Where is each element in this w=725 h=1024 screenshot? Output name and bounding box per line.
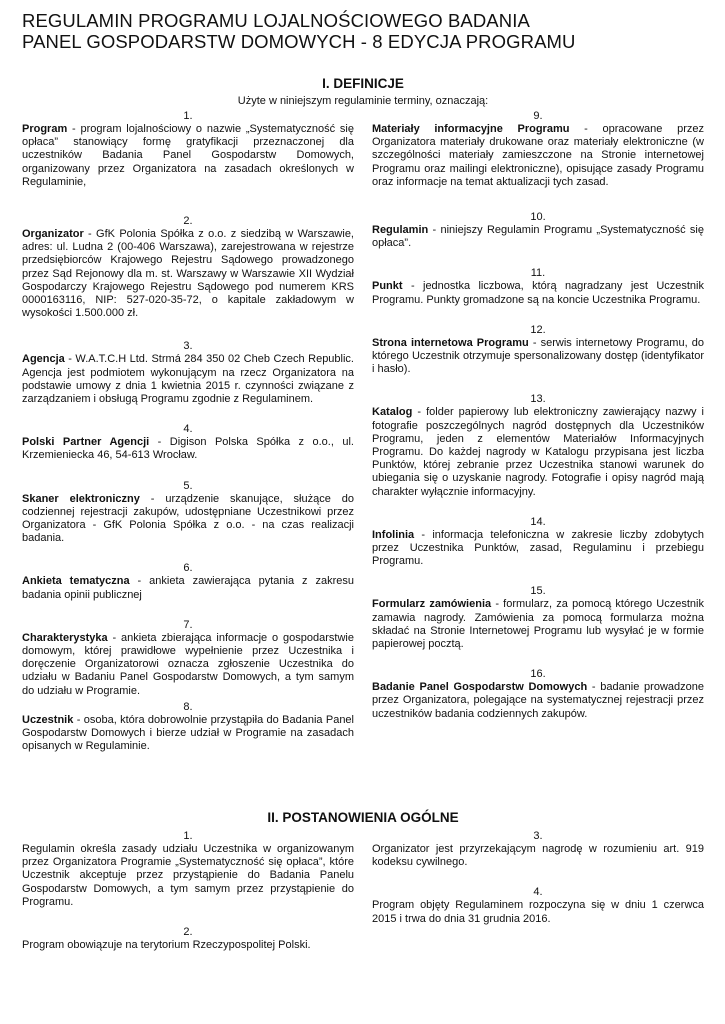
definition-term: Badanie Panel Gospodarstw Domowych bbox=[372, 681, 588, 694]
definition-number: 3. bbox=[183, 340, 193, 353]
definition-text: - ankieta zawierająca pytania z zakresu badania opinii publicznej bbox=[22, 575, 354, 601]
definition-item bbox=[22, 215, 354, 320]
definition-number: 10. bbox=[530, 211, 546, 224]
provision-text: Organizator jest przyrzekającym nagrodę w rozumieniu art. 919 kodeksu cywilnego. bbox=[372, 843, 704, 869]
definition-text: - serwis internetowy Programu, do którego Uczestnik otrzymuje spersonalizowany dostęp (identyfikator i hasło). bbox=[372, 336, 704, 376]
definition-item bbox=[372, 267, 704, 306]
definition-text: - badanie prowadzone przez Organizatora, polegające na systematycznej rejestracji przez uczestników badania codziennych zakupów. bbox=[372, 681, 704, 720]
definition-number: 4. bbox=[183, 423, 193, 436]
provision-item bbox=[22, 830, 354, 909]
definition-text: - program lojalnościowy o nazwie „Systematyczność się opłaca” stanowiący formę gratyfikacji przeznaczonej dla uczestników Badania Panel Gospodarstw Domowych, organizowany przez Organizatora na zasadach określonych w Regulaminie, bbox=[22, 123, 354, 188]
definition-term: Ankieta tematyczna bbox=[22, 575, 130, 588]
definition-item bbox=[372, 110, 704, 189]
definition-term: Strona internetowa Programu bbox=[372, 336, 529, 349]
provision-item bbox=[372, 886, 704, 925]
definition-number: 1. bbox=[183, 110, 193, 122]
definition-text: - urządzenie skanujące, służące do codziennej rejestracji zakupów, udostępniane Uczestnikowi przez Organizatora - GfK Polonia Spółka z o.o. - na czas realizacji badania. bbox=[22, 492, 354, 545]
definition-term: Punkt bbox=[372, 280, 403, 293]
definition-number: 8. bbox=[183, 700, 193, 713]
definition-term: Charakterystyka bbox=[22, 631, 108, 644]
definition-item bbox=[22, 701, 354, 754]
definition-number: 11. bbox=[530, 267, 546, 280]
definition-term: Formularz zamówienia bbox=[372, 598, 492, 611]
definition-item bbox=[372, 393, 704, 498]
definition-term: Uczestnik bbox=[22, 713, 74, 726]
definition-text: - osoba, która dobrowolnie przystąpiła do Badania Panel Gospodarstw Domowych i bierze udział w Programie na zasadach opisanych w Regulaminie. bbox=[22, 713, 354, 753]
document-title bbox=[22, 10, 704, 52]
provision-number: 4. bbox=[533, 886, 543, 899]
definition-item bbox=[22, 423, 354, 462]
title-line-2: PANEL GOSPODARSTW DOMOWYCH - 8 EDYCJA PROGRAMU bbox=[22, 31, 576, 52]
definition-item bbox=[372, 585, 704, 651]
provision-item bbox=[22, 926, 354, 952]
definition-item bbox=[372, 211, 704, 250]
provision-number: 1. bbox=[183, 830, 193, 842]
section-1-left-column bbox=[22, 110, 354, 810]
definition-term: Skaner elektroniczny bbox=[22, 492, 140, 505]
definition-item bbox=[372, 516, 704, 569]
definition-number: 9. bbox=[533, 110, 543, 122]
definition-item bbox=[22, 619, 354, 698]
title-line-1: REGULAMIN PROGRAMU LOJALNOŚCIOWEGO BADANIA bbox=[22, 10, 530, 31]
definition-number: 15. bbox=[530, 585, 546, 598]
definition-text: - ankieta zbierająca informacje o gospodarstwie domowym, której prawidłowe wypełnienie przez Uczestnika i doręczenie Organizatorowi oznacza zgłoszenie Uczestnika do udziału w Badaniu Panel Gospodarstw Domowych, a tym samym do udziału w Programie. bbox=[22, 631, 354, 697]
definition-number: 5. bbox=[183, 479, 193, 492]
section-2-title: II. POSTANOWIENIA OGÓLNE bbox=[267, 810, 459, 825]
section-1-intro: Użyte w niniejszym regulaminie terminy, oznaczają: bbox=[237, 95, 489, 107]
section-2-right-column bbox=[372, 830, 704, 952]
section-1-right-column bbox=[372, 110, 704, 810]
provision-number: 2. bbox=[183, 926, 193, 939]
section-1-title: I. DEFINICJE bbox=[322, 76, 404, 91]
definition-text: - GfK Polonia Spółka z o.o. z siedzibą w Warszawie, adres: ul. Ludna 2 (00-406 Warszawa), zarejestrowana w rejestrze przedsiębiorców Krajowego Rejestru Sądowego prowadzonego przez Sąd Rejonowy dla m. st. Warszawy w Warszawie XII Wydział Gospodarczy Krajowego Rejestru Sądowego pod numerem KRS 0000163116, NIP: 527-020-35-72, o kapitale zakładowym w wysokości 1.500.000 zł. bbox=[22, 228, 354, 320]
definition-number: 6. bbox=[183, 562, 193, 575]
definition-text: - folder papierowy lub elektroniczny zawierający nazwy i fotografie poszczególnych nagród dostępnych dla Uczestników Programu, jeden z elementów Materiałów Informacyjnych Programu. Do każdej nagrody w Katalogu przypisana jest liczba Punktów, której zebranie przez Uczestnika stanowi warunek do ubiegania się o uzyskanie nagrody. Fotografie i opisy nagród mają charakter wyłącznie informacyjny. bbox=[372, 406, 704, 498]
definition-term: Materiały informacyjne Programu bbox=[372, 123, 570, 135]
provision-text: Program obowiązuje na terytorium Rzeczypospolitej Polski. bbox=[22, 939, 311, 952]
definition-text: - niniejszy Regulamin Programu „Systematyczność się opłaca”. bbox=[372, 224, 704, 250]
definition-number: 12. bbox=[530, 323, 546, 336]
provision-number: 3. bbox=[533, 830, 543, 842]
definition-item bbox=[22, 110, 354, 189]
definition-number: 7. bbox=[183, 618, 193, 631]
definition-term: Infolinia bbox=[372, 528, 415, 541]
definition-term: Organizator bbox=[22, 228, 84, 241]
section-2-columns bbox=[22, 830, 704, 952]
definition-number: 14. bbox=[530, 515, 546, 528]
section-1-columns bbox=[22, 110, 704, 810]
definition-text: - jednostka liczbowa, którą nagradzany jest Uczestnik Programu. Punkty gromadzone są na koncie Uczestnika Programu. bbox=[372, 280, 704, 306]
definition-item bbox=[22, 480, 354, 546]
document-page bbox=[22, 10, 704, 952]
definition-item bbox=[22, 562, 354, 601]
definition-term: Katalog bbox=[372, 406, 413, 419]
definition-text: - Digison Polska Spółka z o.o., ul. Krzemieniecka 46, 54-613 Wrocław. bbox=[22, 436, 354, 462]
definition-text: - W.A.T.C.H Ltd. Strmá 284 350 02 Cheb Czech Republic. Agencja jest podmiotem wykonującym na rzecz Organizatora na podstawie umowy z dnia 1 kwietnia 2015 r. czynności związane z zarządzaniem i obsługą Programu zgodnie z Regulaminem. bbox=[22, 353, 354, 406]
definition-text: - formularz, za pomocą którego Uczestnik zamawia nagrody. Zamówienia za pomocą formularza można składać na Stronie Internetowej Programu lub wysyłać je w formie papierowej pocztą. bbox=[372, 598, 704, 651]
definition-term: Regulamin bbox=[372, 224, 429, 237]
definition-text: - informacja telefoniczna w zakresie liczby zdobytych przez Uczestnika Punktów, zasad, Regulaminu i przebiegu Programu. bbox=[372, 528, 704, 568]
definition-term: Program bbox=[22, 123, 68, 135]
definition-item bbox=[22, 340, 354, 406]
definition-item bbox=[372, 668, 704, 721]
definition-number: 16. bbox=[530, 668, 546, 681]
definition-text: - opracowane przez Organizatora materiały drukowane oraz materiały elektroniczne (w szczególności materiały zamieszczone na Stronie internetowej Programu oraz mailingi elektroniczne), opisujące zasady Programu oraz informacje na temat aktualizacji tych zasad. bbox=[372, 123, 704, 188]
definition-number: 13. bbox=[530, 393, 546, 406]
provision-text: Program objęty Regulaminem rozpoczyna się w dniu 1 czerwca 2015 i trwa do dnia 31 grudnia 2016. bbox=[372, 899, 704, 925]
provision-text: Regulamin określa zasady udziału Uczestnika w organizowanym przez Organizatora Programie „Systematyczność się opłaca”, które Uczestnik akceptuje przez przystąpienie do Badania Panelu Gospodarstw Domowych, a tym samym przez przystąpienie do Programu. bbox=[22, 843, 354, 908]
definition-item bbox=[372, 324, 704, 377]
definition-number: 2. bbox=[183, 215, 193, 228]
definition-term: Polski Partner Agencji bbox=[22, 436, 150, 449]
section-2-left-column bbox=[22, 830, 354, 952]
definition-term: Agencja bbox=[22, 353, 65, 366]
provision-item bbox=[372, 830, 704, 869]
